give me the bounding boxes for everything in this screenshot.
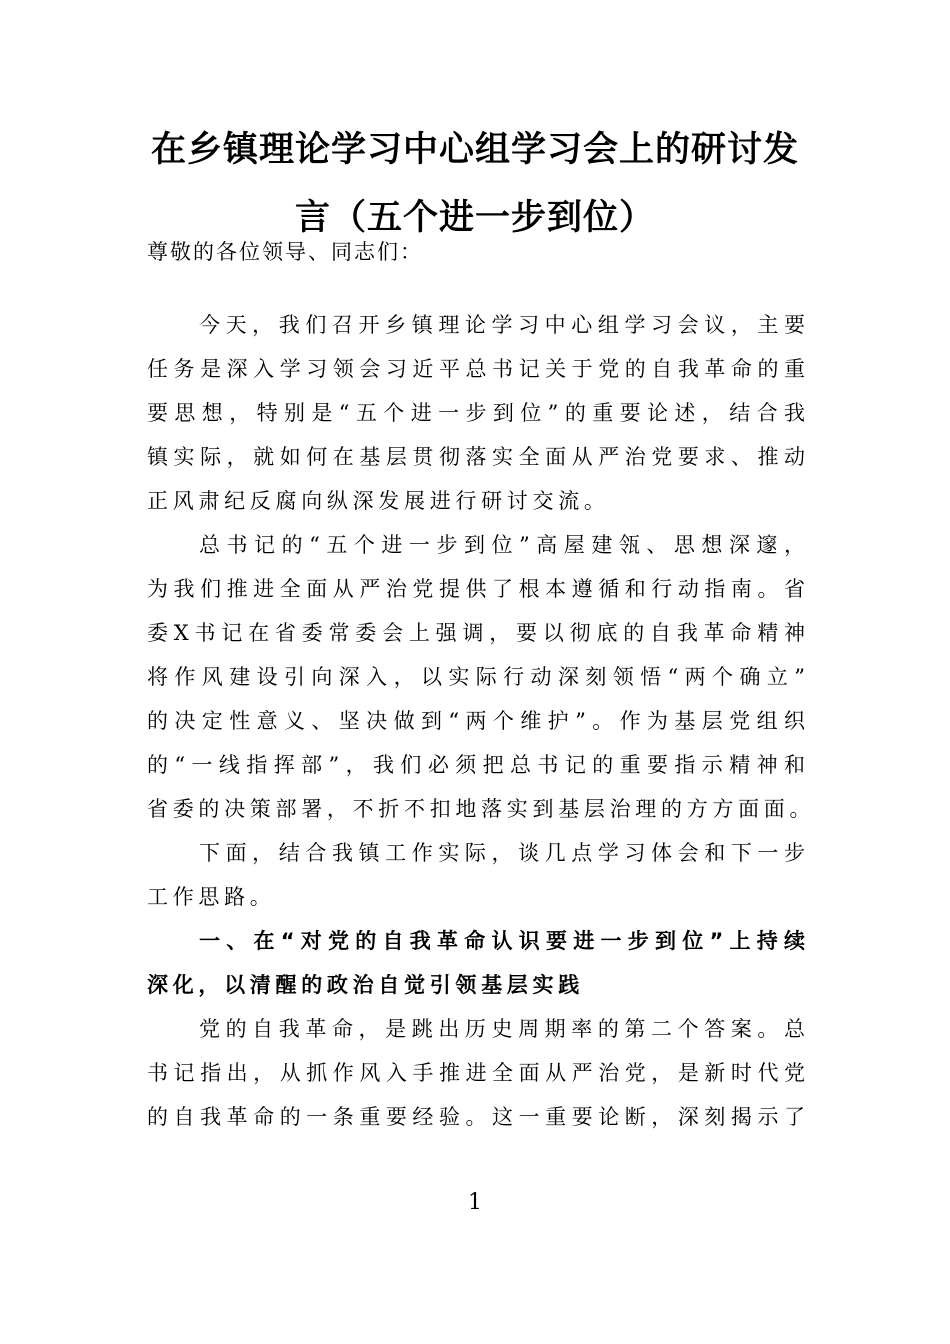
paragraph-line: 总书记的“五个进一步到位”高屋建瓴、思想深邃， xyxy=(199,533,805,557)
paragraph-line: 省委的决策部署，不折不扣地落实到基层治理的方方面面。 xyxy=(147,797,816,821)
paragraph-line: 委X书记在省委常委会上强调，要以彻底的自我革命精神 xyxy=(147,621,805,645)
document-title-line-2: 言（五个进一步到位） xyxy=(294,197,655,238)
paragraph-line: 今天，我们召开乡镇理论学习中心组学习会议，主要 xyxy=(199,313,805,337)
paragraph-line: 工作思路。 xyxy=(147,885,276,909)
greeting: 尊敬的各位领导、同志们： xyxy=(147,240,423,264)
section-heading-line: 深化，以清醒的政治自觉引领基层实践 xyxy=(147,973,584,997)
paragraph-line: 的决定性意义、坚决做到“两个维护”。作为基层党组织 xyxy=(147,709,805,733)
paragraph-line: 党的自我革命，是跳出历史周期率的第二个答案。总 xyxy=(199,1017,805,1041)
paragraph-line: 为我们推进全面从严治党提供了根本遵循和行动指南。省 xyxy=(147,577,805,601)
paragraph-line: 任务是深入学习领会习近平总书记关于党的自我革命的重 xyxy=(147,357,805,381)
paragraph-line: 的自我革命的一条重要经验。这一重要论断，深刻揭示了 xyxy=(147,1105,805,1129)
page-number: 1 xyxy=(468,1190,482,1215)
paragraph-line: 要思想，特别是“五个进一步到位”的重要论述，结合我 xyxy=(147,401,805,425)
paragraph-line: 的“一线指挥部”，我们必须把总书记的重要指示精神和 xyxy=(147,753,805,777)
paragraph-line: 正风肃纪反腐向纵深发展进行研讨交流。 xyxy=(147,489,610,513)
paragraph-line: 书记指出，从抓作风入手推进全面从严治党，是新时代党 xyxy=(147,1061,805,1085)
section-heading-line: 一、在“对党的自我革命认识要进一步到位”上持续 xyxy=(199,929,805,953)
document-body xyxy=(147,303,816,1139)
document-title-line-1: 在乡镇理论学习中心组学习会上的研讨发 xyxy=(150,129,799,170)
paragraph-line: 下面，结合我镇工作实际，谈几点学习体会和下一步 xyxy=(199,841,805,865)
paragraph-line: 镇实际，就如何在基层贯彻落实全面从严治党要求、推动 xyxy=(147,445,805,469)
paragraph-line: 将作风建设引向深入，以实际行动深刻领悟“两个确立” xyxy=(147,665,805,689)
